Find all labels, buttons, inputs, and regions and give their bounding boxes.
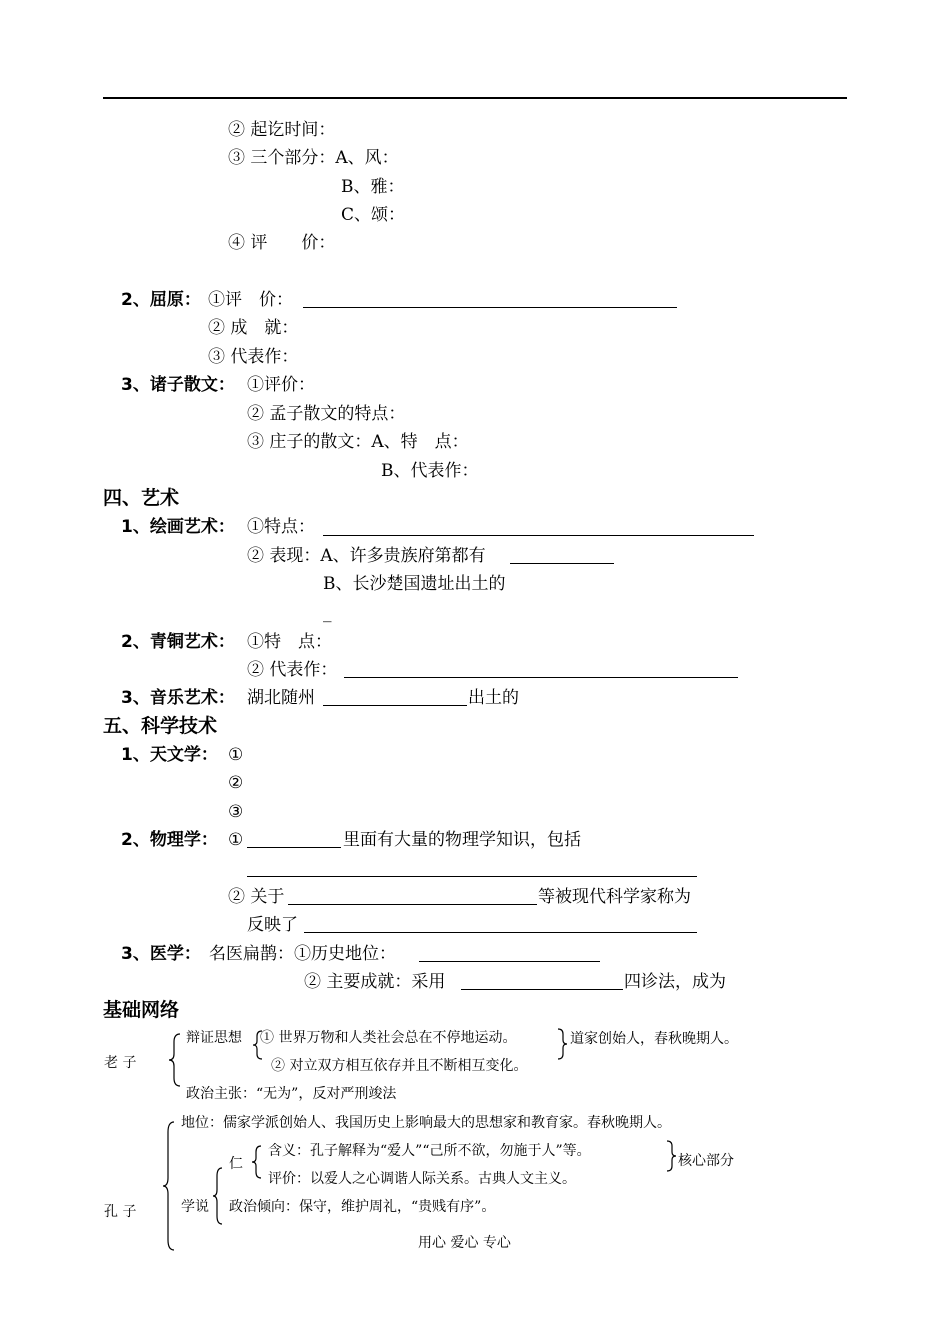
poetry-period: ② 起讫时间： (228, 120, 336, 140)
quyuan-works: ③ 代表作： (208, 347, 299, 367)
painting-feature: ①特点： (247, 517, 315, 537)
quyuan-eval-blank (303, 307, 677, 308)
network-heading: 基础网络 (103, 999, 180, 1021)
painting-dash: _ (323, 603, 332, 623)
quyuan-achievement: ② 成 就： (208, 318, 299, 338)
physics-c2-text: 等被现代科学家称为 (538, 887, 691, 907)
astronomy-label: 1、天文学： (121, 745, 218, 765)
astronomy-item-3: ③ (228, 802, 244, 822)
laozi-right-brace (556, 1028, 568, 1060)
science-heading: 五、科学技术 (103, 715, 218, 737)
physics-c2-blank (288, 904, 537, 905)
painting-feature-blank (323, 535, 754, 536)
confucius-ren: 仁 (229, 1156, 243, 1172)
laozi-founder: 道家创始人，春秋晚期人。 (570, 1031, 738, 1047)
zhuzi-eval: ①评价： (247, 375, 315, 395)
music-text-a: 湖北随州 (247, 688, 315, 708)
physics-c2: ② 关于 (228, 887, 285, 907)
painting-show-b: B、长沙楚国遗址出土的 (323, 574, 506, 594)
confucius-name: 孔 子 (104, 1204, 137, 1220)
laozi-brace (168, 1032, 182, 1088)
confucius-politics: 政治倾向：保守，维护周礼，“贵贱有序”。 (229, 1199, 496, 1215)
laozi-d1: ① 世界万物和人类社会总在不停地运动。 (260, 1030, 517, 1046)
medicine-status-blank (419, 961, 600, 962)
poetry-ya: B、雅： (341, 177, 405, 197)
bronze-works-blank (344, 677, 738, 678)
zhuzi-zhuangzi-works: B、代表作： (381, 461, 479, 481)
zhuzi-label: 3、诸子散文： (121, 375, 235, 395)
music-blank (323, 705, 467, 706)
laozi-politics: 政治主张：“无为”，反对严刑竣法 (186, 1086, 397, 1102)
confucius-evaluation: 评价：以爱人之心调谐人际关系。古典人文主义。 (268, 1171, 576, 1187)
medicine-achieve-blank (461, 989, 623, 990)
zhuzi-zhuangzi: ③ 庄子的散文：A、特 点： (247, 432, 469, 452)
medicine-bianque: 名医扁鹊：①历史地位： (209, 944, 396, 964)
poetry-parts: ③ 三个部分：A、风： (228, 148, 399, 168)
art-heading: 四、艺术 (103, 487, 180, 509)
physics-c1-line (247, 876, 697, 877)
confucius-doctrine: 学说 (181, 1199, 209, 1215)
astronomy-item-2: ② (228, 773, 244, 793)
physics-c1-text: 里面有大量的物理学知识，包括 (343, 830, 581, 850)
physics-label: 2、物理学： (121, 830, 218, 850)
laozi-dialectic: 辩证思想 (186, 1030, 242, 1046)
footer-motto: 用心 爱心 专心 (418, 1235, 511, 1251)
confucius-meaning: 含义：孔子解释为“爱人”“己所不欲，勿施于人”等。 (268, 1143, 591, 1159)
music-label: 3、音乐艺术： (121, 688, 235, 708)
zhuzi-mencius: ② 孟子散文的特点： (247, 404, 406, 424)
poetry-evaluation: ④ 评 价： (228, 233, 336, 253)
bronze-label: 2、青铜艺术： (121, 632, 235, 652)
quyuan-eval: ①评 价： (208, 290, 293, 310)
painting-show-a: ② 表现：A、许多贵族府第都有 (247, 546, 486, 566)
header-rule (103, 97, 847, 99)
bronze-feature: ①特 点： (247, 632, 332, 652)
medicine-achieve: ② 主要成就：采用 (304, 972, 446, 992)
physics-c1: ① (228, 830, 244, 850)
confucius-right-brace (665, 1140, 677, 1172)
laozi-name: 老 子 (104, 1055, 137, 1071)
confucius-core: 核心部分 (678, 1153, 734, 1169)
confucius-status: 地位：儒家学派创始人、我国历史上影响最大的思想家和教育家。春秋晚期人。 (181, 1115, 671, 1131)
painting-show-a-blank (510, 563, 614, 564)
poetry-song: C、颂： (341, 205, 406, 225)
medicine-achieve-end: 四诊法，成为 (624, 972, 726, 992)
painting-label: 1、绘画艺术： (121, 517, 235, 537)
physics-c1-blank (247, 847, 341, 848)
astronomy-item-1: ① (228, 745, 244, 765)
medicine-label: 3、医学： (121, 944, 201, 964)
physics-reflect-blank (304, 932, 697, 933)
quyuan-label: 2、屈原： (121, 290, 201, 310)
confucius-ren-brace (251, 1145, 263, 1179)
confucius-brace (162, 1120, 176, 1252)
music-text-b: 出土的 (468, 688, 519, 708)
laozi-d2: ② 对立双方相互依存并且不断相互变化。 (271, 1058, 528, 1074)
confucius-doctrine-brace (212, 1166, 224, 1226)
bronze-works: ② 代表作： (247, 660, 338, 680)
physics-reflect: 反映了 (247, 915, 298, 935)
